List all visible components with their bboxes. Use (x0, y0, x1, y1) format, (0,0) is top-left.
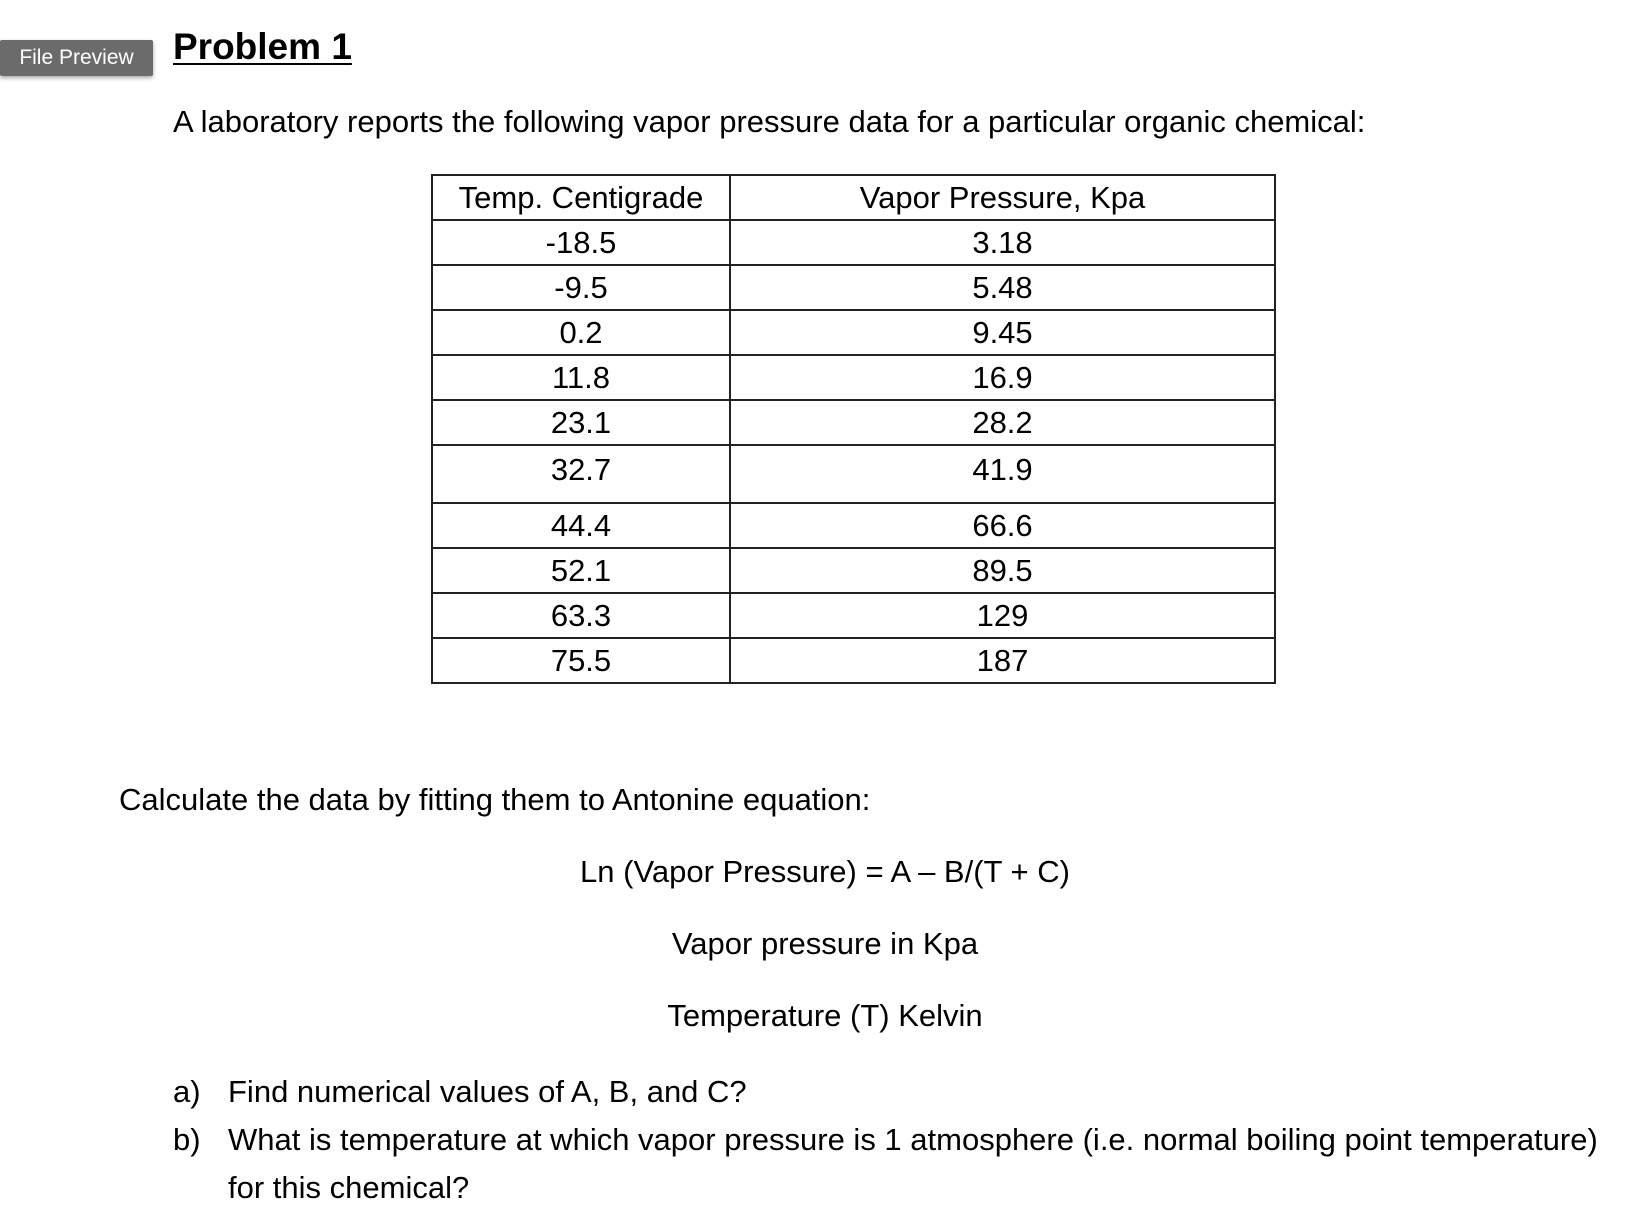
table-row (432, 265, 1275, 310)
pressure-cell: 66.6 (730, 503, 1275, 548)
problem-title: Problem 1 (173, 26, 352, 67)
table-row (432, 400, 1275, 445)
intro-text: A laboratory reports the following vapor pressure data for a particular organic chemical: (173, 104, 1366, 139)
list-item (173, 1068, 1603, 1116)
pressure-cell: 16.9 (730, 355, 1275, 400)
list-item (173, 1116, 1603, 1212)
pressure-cell: 9.45 (730, 310, 1275, 355)
temp-cell: 11.8 (432, 355, 730, 400)
question-text: What is temperature at which vapor pressure is 1 atmosphere (i.e. normal boiling point temperature) for this chemical? (228, 1122, 1598, 1205)
temp-cell: 52.1 (432, 548, 730, 593)
pressure-cell: 41.9 (730, 445, 1275, 503)
calc-instruction: Calculate the data by fitting them to Antonine equation: (119, 782, 871, 817)
pressure-cell: 129 (730, 593, 1275, 638)
temp-cell: 44.4 (432, 503, 730, 548)
antoine-equation: Ln (Vapor Pressure) = A – B/(T + C) (580, 854, 1070, 889)
question-marker: b) (173, 1122, 201, 1157)
temp-cell: 0.2 (432, 310, 730, 355)
question-marker: a) (173, 1074, 201, 1109)
temp-cell: 75.5 (432, 638, 730, 683)
pressure-cell: 187 (730, 638, 1275, 683)
temp-cell: 32.7 (432, 445, 730, 503)
temp-cell: 63.3 (432, 593, 730, 638)
table-row (432, 593, 1275, 638)
table-row (432, 503, 1275, 548)
temp-cell: -18.5 (432, 220, 730, 265)
table-row (432, 548, 1275, 593)
table-row (432, 355, 1275, 400)
pressure-cell: 3.18 (730, 220, 1275, 265)
table-header-row (432, 175, 1275, 220)
question-text: Find numerical values of A, B, and C? (228, 1074, 747, 1109)
table-row (432, 445, 1275, 503)
pressure-units: Vapor pressure in Kpa (671, 926, 979, 961)
pressure-cell: 5.48 (730, 265, 1275, 310)
temperature-units: Temperature (T) Kelvin (667, 998, 983, 1033)
header-temp: Temp. Centigrade (432, 175, 730, 220)
pressure-cell: 28.2 (730, 400, 1275, 445)
question-list (173, 1068, 1603, 1212)
vapor-pressure-table (431, 174, 1276, 684)
table-row (432, 310, 1275, 355)
header-vapor-pressure: Vapor Pressure, Kpa (730, 175, 1275, 220)
table-row (432, 638, 1275, 683)
file-preview-button[interactable]: File Preview (0, 40, 153, 76)
temp-cell: 23.1 (432, 400, 730, 445)
pressure-cell: 89.5 (730, 548, 1275, 593)
table-row (432, 220, 1275, 265)
temp-cell: -9.5 (432, 265, 730, 310)
